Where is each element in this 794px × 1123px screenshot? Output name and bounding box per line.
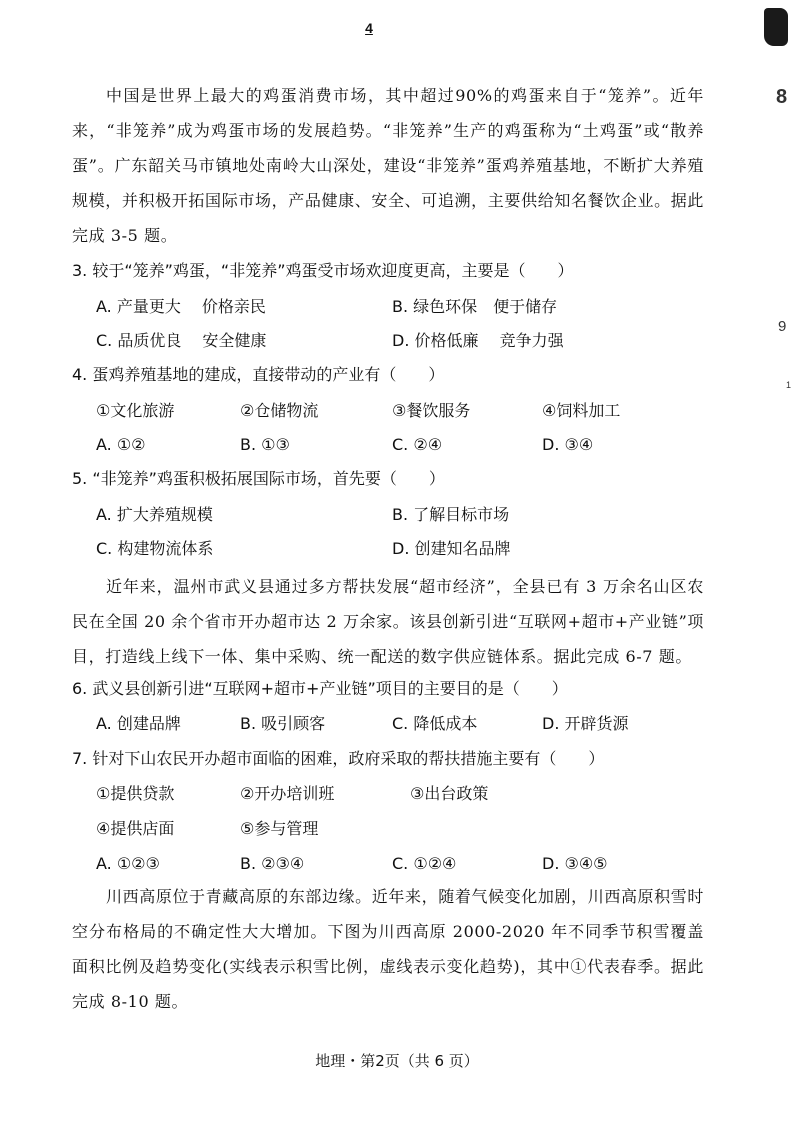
page-footer: 地理・第2页（共 6 页） [315, 1052, 479, 1070]
passage-supermarket: 近年来，温州市武义县通过多方帮扶发展“超市经济”，全县已有 3 万余名山区农民在全国 20 余个省市开办超市达 2 万余家。该县创新引进“互联网+超市+产业链”项目，打造线上线下一体、集中采购、统一配送的数字供应链体系。据此完成 6-7 题。 [72, 577, 704, 666]
margin-glyph-3: 1 [786, 380, 792, 390]
question-5-options-row-1 [96, 504, 716, 526]
question-4-stem: 4. 蛋鸡养殖基地的建成，直接带动的产业有（ ） [72, 365, 445, 384]
question-3-stem: 3. 较于“笼养”鸡蛋，“非笼养”鸡蛋受市场欢迎度更高，主要是（ ） [72, 261, 574, 280]
question-3-options-row-2 [96, 330, 716, 352]
page-top-mark: 4 [365, 20, 373, 36]
question-6-option-d[interactable]: D. 开辟货源 [542, 714, 629, 733]
question-6-option-a[interactable]: A. 创建品牌 [96, 714, 181, 733]
question-5-option-b[interactable]: B. 了解目标市场 [392, 505, 510, 524]
question-4-option-d[interactable]: D. ③④ [542, 435, 594, 454]
scan-corner-blot [764, 8, 788, 46]
question-3-option-b[interactable]: B. 绿色环保 便于储存 [392, 297, 558, 316]
question-4-item-1: ①文化旅游 [96, 401, 175, 420]
question-7-option-b[interactable]: B. ②③④ [240, 854, 305, 873]
question-6-option-b[interactable]: B. 吸引顾客 [240, 714, 326, 733]
question-3-options-row-1 [96, 296, 716, 318]
question-4-option-b[interactable]: B. ①③ [240, 435, 290, 454]
question-6-stem: 6. 武义县创新引进“互联网+超市+产业链”项目的主要目的是（ ） [72, 679, 568, 698]
question-7-option-a[interactable]: A. ①②③ [96, 854, 160, 873]
question-7-item-2: ②开办培训班 [240, 784, 335, 803]
question-7-stem: 7. 针对下山农民开办超市面临的困难，政府采取的帮扶措施主要有（ ） [72, 749, 605, 768]
question-7-item-5: ⑤参与管理 [240, 819, 319, 838]
question-4-item-2: ②仓储物流 [240, 401, 319, 420]
question-3-option-c[interactable]: C. 品质优良 安全健康 [96, 331, 267, 350]
margin-glyph-1: 8 [776, 86, 788, 108]
question-6-option-c[interactable]: C. 降低成本 [392, 714, 478, 733]
question-7-items-row-1 [96, 783, 716, 805]
question-5-option-a[interactable]: A. 扩大养殖规模 [96, 505, 213, 524]
question-5-option-c[interactable]: C. 构建物流体系 [96, 539, 214, 558]
question-7-item-4: ④提供店面 [96, 819, 175, 838]
question-5-options-row-2 [96, 538, 716, 560]
question-7-options [96, 853, 716, 875]
margin-glyph-2: 9 [778, 318, 787, 335]
question-4-option-c[interactable]: C. ②④ [392, 435, 443, 454]
question-4-options [96, 434, 716, 456]
question-5-stem: 5. “非笼养”鸡蛋积极拓展国际市场，首先要（ ） [72, 469, 445, 488]
question-7-option-c[interactable]: C. ①②④ [392, 854, 457, 873]
passage-eggs: 中国是世界上最大的鸡蛋消费市场，其中超过90%的鸡蛋来自于“笼养”。近年来，“非笼养”成为鸡蛋市场的发展趋势。“非笼养”生产的鸡蛋称为“土鸡蛋”或“散养蛋”。广东韶关马市镇地处南岭大山深处，建设“非笼养”蛋鸡养殖基地，不断扩大养殖规模，并积极开拓国际市场，产品健康、安全、可追溯，主要供给知名餐饮企业。据此完成 3-5 题。 [72, 86, 704, 245]
question-3-option-a[interactable]: A. 产量更大 价格亲民 [96, 297, 266, 316]
question-4-item-4: ④饲料加工 [542, 401, 621, 420]
question-5-option-d[interactable]: D. 创建知名品牌 [392, 539, 511, 558]
question-3-option-d[interactable]: D. 价格低廉 竞争力强 [392, 331, 564, 350]
question-4-option-a[interactable]: A. ①② [96, 435, 146, 454]
question-4-items [96, 400, 716, 422]
question-6-options [96, 713, 716, 735]
question-7-option-d[interactable]: D. ③④⑤ [542, 854, 608, 873]
question-7-items-row-2 [96, 818, 716, 840]
question-7-item-1: ①提供贷款 [96, 784, 175, 803]
question-7-item-3: ③出台政策 [410, 784, 489, 803]
passage-snow-cover: 川西高原位于青藏高原的东部边缘。近年来，随着气候变化加剧，川西高原积雪时空分布格局的不确定性大大增加。下图为川西高原 2000-2020 年不同季节积雪覆盖面积比例及趋势变化(实线表示积雪比例，虚线表示变化趋势)，其中①代表春季。据此完成 8-10 题。 [72, 887, 704, 1011]
question-4-item-3: ③餐饮服务 [392, 401, 471, 420]
